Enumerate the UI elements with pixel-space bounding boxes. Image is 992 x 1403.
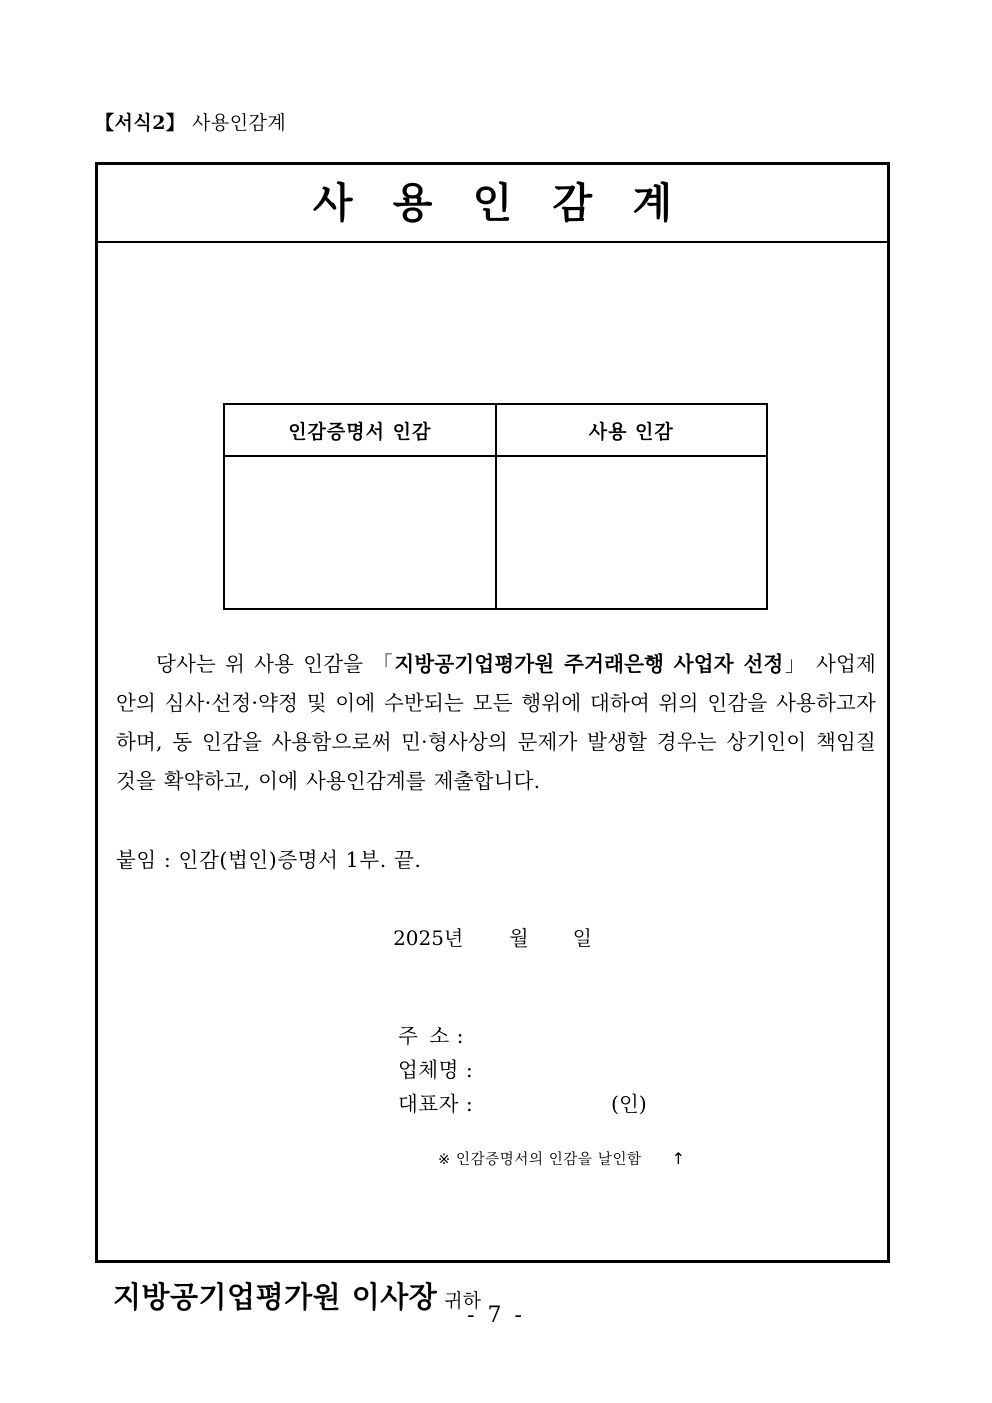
- title-band: [98, 165, 887, 243]
- document-body: [98, 243, 887, 1314]
- addressee-honorific: 귀하: [444, 1290, 481, 1312]
- date-year: 2025년: [393, 926, 464, 950]
- declaration-part1: 당사는 위 사용 인감을 「: [156, 652, 395, 676]
- date-line: [98, 922, 887, 951]
- note-line: [438, 1148, 686, 1169]
- form-label: [95, 108, 286, 135]
- up-arrow-icon: ↑: [671, 1149, 686, 1168]
- company-label: 업체명 :: [398, 1058, 474, 1082]
- stamp-box-certificate[interactable]: [224, 456, 496, 609]
- stamp-header-usage: 사용 인감: [496, 404, 768, 456]
- stamp-box-usage[interactable]: [496, 456, 768, 609]
- address-row: [398, 1019, 758, 1053]
- date-day: 일: [572, 926, 592, 950]
- declaration-part2: 」 사업제안의 심사·선정·약정 및 이에 수반되는 모든 행위에 대하여 위의 인감을 사용하고자 하며, 동 인감을 사용함으로써 민·형사상의 문제가 발생할 경우는 상기인이 책임질 것을 확약하고, 이에 사용인감계를 제출합니다.: [116, 652, 876, 793]
- address-label: 주 소 :: [398, 1024, 465, 1048]
- declaration-paragraph: [116, 645, 876, 801]
- representative-label: 대표자 :: [398, 1092, 474, 1116]
- declaration-emphasis: 지방공기업평가원 주거래은행 사업자 선정: [394, 652, 784, 676]
- stamp-header-certificate: 인감증명서 인감: [224, 404, 496, 456]
- attachment-line: 붙임 : 인감(법인)증명서 1부. 끝.: [116, 848, 422, 872]
- table-row-stamp-boxes: [224, 456, 767, 609]
- form-label-tag: 【서식2】: [95, 112, 186, 134]
- seal-mark: (인): [611, 1092, 647, 1116]
- stamp-table: [223, 403, 768, 610]
- table-row-headers: [224, 404, 767, 456]
- form-label-name: 사용인감계: [191, 112, 287, 134]
- representative-row: [398, 1087, 758, 1121]
- page-title: 사 용 인 감 계: [312, 178, 686, 227]
- addressee-organization: 지방공기업평가원 이사장: [113, 1280, 438, 1314]
- signature-block: [398, 1019, 758, 1121]
- company-row: [398, 1053, 758, 1087]
- note-text: ※ 인감증명서의 인감을 날인함: [438, 1152, 642, 1168]
- date-month: 월: [509, 926, 529, 950]
- document-frame: [95, 162, 890, 1314]
- page-number: - 7 -: [467, 1303, 525, 1328]
